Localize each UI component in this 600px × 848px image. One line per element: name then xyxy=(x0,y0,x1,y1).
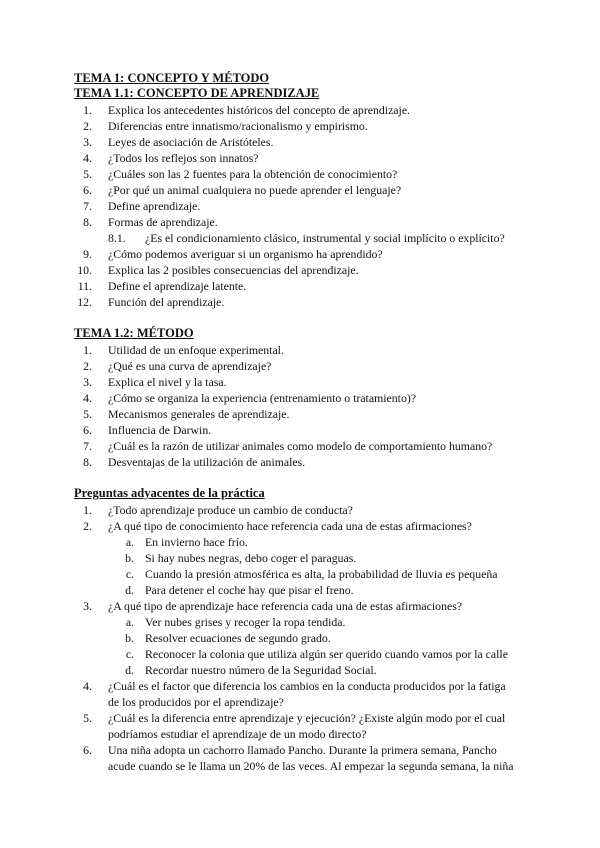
heading-tema-1-2: TEMA 1.2: MÉTODO xyxy=(74,326,194,340)
document-page: TEMA 1: CONCEPTO Y MÉTODO TEMA 1.1: CONCEPTO DE APRENDIZAJE 1. Explica los antecedentes históricos del concepto de aprendizaje. 2. Diferencias entre innatismo/racionalismo y empirismo. 3. Leyes de asociación de Aristóteles. 4. ¿Todos los reflejos son innatos? 5. ¿Cuáles son las 2 fuentes para la obtención de conocimiento? 6. ¿Por qué un animal cualquiera no puede aprender el lenguaje? 7. Define aprendizaje. 8. Formas de aprendizaje. 8.1. ¿Es el condicionamiento clásico, instrumental y social implícito o explícito? 9. ¿Cómo podemos averiguar si un organismo ha aprendido? 10. Explica las 2 posibles consecuencias del aprendizaje. 11. Define el aprendizaje latente. 12. Función del aprendizaje. TEMA 1.2: MÉTODO 1. Utilidad de un enfoque experimental. 2. ¿Qué es una curva de aprendizaje? 3. Explica el nivel y la tasa. 4. ¿Cómo se organiza la experiencia (entrenamiento o tratamiento)? 5. Mecanismos generales de aprendizaje. 6. Influencia de Darwin. 7. ¿Cuál es la razón de utilizar animales como modelo de comportamiento humano? 8. Desventajas de la utilización de animales. Preguntas adyacentes de la práctica 1. ¿Todo aprendizaje produce un cambio de conducta? 2. ¿A qué tipo de conocimiento hace referencia cada una de estas afirmaciones? a. En invierno hace frío. b. Si hay nubes negras, debo coger el paraguas. c. Cuando la presión atmosférica es alta, la probabilidad de lluvia es pequeña d. Para detener el coche hay que pisar el freno. 3. ¿A qué tipo de aprendizaje hace referencia cada una de estas afirmaciones? a. Ver nubes grises y recoger la ropa tendida. b. Resolver ecuaciones de segundo grado. c. Reconocer la colonia que utiliza algún ser querido cuando vamos por la calle d. Recordar nuestro número de la Seguridad Social. 4. ¿Cuál es el factor que diferencia los cambios en la conducta producidos por la fatiga de los producidos por el aprendizaje? 5. ¿Cuál es la diferencia entre aprendizaje y ejecución? ¿Existe algún modo por el cual podríamos estudiar el aprendizaje de un modo directo? 6. Una niña adopta un cachorro llamado Pancho. Durante la primera semana, Pancho acude cuando se le llama un 20% de las veces. Al empezar la segunda semana, la niña xyxy=(74,71,514,773)
heading-tema-1: TEMA 1: CONCEPTO Y MÉTODO xyxy=(74,71,270,85)
heading-tema-1-1: TEMA 1.1: CONCEPTO DE APRENDIZAJE xyxy=(74,86,320,100)
heading-practica: Preguntas adyacentes de la práctica xyxy=(74,486,265,500)
